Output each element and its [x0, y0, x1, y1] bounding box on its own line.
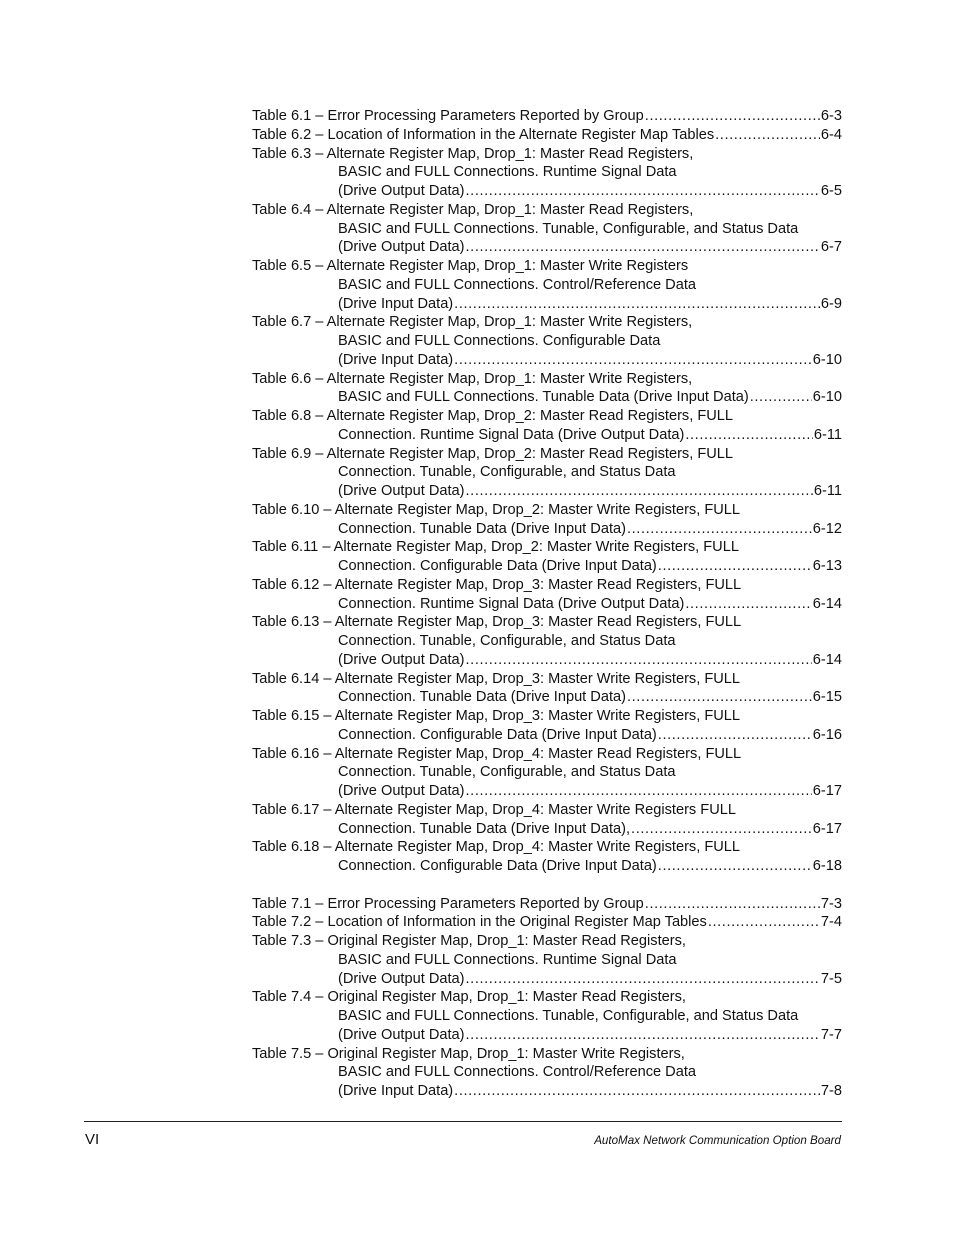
toc-entry-text: Table 6.18 – Alternate Register Map, Drop_4: Master Write Registers, FULL [252, 839, 741, 856]
toc-entry-text: Table 6.15 – Alternate Register Map, Drop_3: Master Write Registers, FULL [252, 708, 741, 724]
toc-entry[interactable] [252, 913, 842, 932]
toc-entry-page: 6-17 [812, 783, 842, 799]
toc-entry-text: (Drive Input Data) [338, 351, 454, 368]
toc-entry[interactable] [252, 107, 842, 126]
toc-entry-text: (Drive Output Data) [338, 783, 465, 799]
toc-entry-text: (Drive Output Data) [338, 1026, 465, 1043]
toc-entry-continuation-line [252, 276, 842, 295]
dot-leader [627, 520, 812, 539]
toc-entry-title-line [252, 257, 842, 276]
toc-entry[interactable] [252, 145, 842, 201]
toc-entry-continuation-line [252, 520, 842, 539]
toc-entry-text: Table 6.9 – Alternate Register Map, Drop_2: Master Read Registers, FULL [252, 445, 734, 462]
toc-entry-text: Connection. Tunable, Configurable, and Status Data [338, 764, 676, 781]
toc-entry-continuation-line [252, 332, 842, 351]
toc-entry-text: Table 7.1 – Error Processing Parameters Reported by Group [252, 895, 644, 912]
toc-entry-page: 6-11 [813, 483, 842, 499]
toc-entry-continuation-line [252, 482, 842, 501]
toc-entry-title-line [252, 801, 842, 820]
toc-entry-text: Table 6.3 – Alternate Register Map, Drop_1: Master Read Registers, [252, 145, 694, 162]
toc-entry-continuation-line [252, 632, 842, 651]
toc-entry-page: 6-17 [812, 820, 842, 837]
toc-entry-continuation-line [252, 295, 842, 314]
toc-entry-text: Table 6.1 – Error Processing Parameters Reported by Group [252, 108, 644, 124]
toc-entry-continuation-line [252, 163, 842, 182]
toc-entry-page: 6-14 [812, 595, 842, 612]
toc-entry-text: Table 7.2 – Location of Information in the Original Register Map Tables [252, 914, 707, 931]
dot-leader [631, 820, 812, 839]
toc-entry-continuation-line [252, 595, 842, 614]
toc-entry-page: 6-16 [812, 726, 842, 743]
toc-entry-title-line [252, 538, 842, 557]
toc-entry[interactable] [252, 370, 842, 408]
toc-entry-text: Connection. Configurable Data (Drive Input Data) [338, 558, 657, 574]
toc-entry-title-line [252, 370, 842, 389]
dot-leader [645, 107, 820, 126]
toc-entry[interactable] [252, 707, 842, 745]
toc-entry-title-line [252, 745, 842, 764]
dot-leader [627, 688, 812, 707]
dot-leader [454, 1082, 820, 1101]
dot-leader [658, 857, 812, 876]
toc-entry-title-line [252, 1045, 842, 1064]
toc-entry-title-line [252, 445, 842, 464]
dot-leader [454, 295, 820, 314]
toc-entry-page: 6-5 [820, 183, 842, 199]
toc-entry-text: Table 6.14 – Alternate Register Map, Drop_3: Master Write Registers, FULL [252, 670, 741, 687]
dot-leader [466, 970, 820, 989]
table-of-tables [252, 107, 842, 1101]
toc-entry-continuation-line [252, 782, 842, 801]
toc-entry[interactable] [252, 501, 842, 539]
dot-leader [708, 913, 820, 932]
toc-entry-text: (Drive Output Data) [338, 651, 465, 668]
toc-entry-title-line [252, 913, 842, 932]
toc-entry-title-line [252, 201, 842, 220]
dot-leader [466, 651, 812, 670]
toc-entry-title-line [252, 576, 842, 595]
toc-entry-text: (Drive Output Data) [338, 183, 465, 199]
toc-entry-text: Table 7.4 – Original Register Map, Drop_1: Master Read Registers, [252, 989, 686, 1006]
dot-leader [685, 426, 813, 445]
toc-entry-continuation-line [252, 1026, 842, 1045]
toc-entry[interactable] [252, 745, 842, 801]
toc-entry-title-line [252, 313, 842, 332]
toc-entry-continuation-line [252, 970, 842, 989]
toc-entry-page: 6-15 [812, 689, 842, 706]
dot-leader [454, 351, 812, 370]
toc-entry[interactable] [252, 576, 842, 614]
toc-entry-text: BASIC and FULL Connections. Tunable, Configurable, and Status Data [338, 1008, 799, 1024]
toc-entry-text: BASIC and FULL Connections. Control/Reference Data [338, 1064, 697, 1081]
toc-entry-text: Connection. Tunable Data (Drive Input Data) [338, 520, 626, 537]
toc-entry[interactable] [252, 670, 842, 708]
toc-entry-continuation-line [252, 1082, 842, 1101]
toc-entry-title-line [252, 145, 842, 164]
toc-entry-continuation-line [252, 726, 842, 745]
toc-entry-title-line [252, 988, 842, 1007]
toc-entry-text: BASIC and FULL Connections. Runtime Signal Data [338, 164, 677, 181]
toc-entry-text: Table 6.4 – Alternate Register Map, Drop_1: Master Read Registers, [252, 201, 694, 218]
dot-leader [645, 895, 820, 914]
dot-leader [658, 557, 812, 576]
dot-leader [466, 1026, 820, 1045]
toc-entry-text: Connection. Runtime Signal Data (Drive Output Data) [338, 426, 685, 443]
toc-entry-continuation-line [252, 1063, 842, 1082]
toc-entry-page: 6-13 [812, 558, 842, 574]
dot-leader [658, 726, 812, 745]
toc-entry-title-line [252, 707, 842, 726]
toc-entry-page: 6-10 [812, 389, 842, 406]
dot-leader [466, 782, 812, 801]
toc-entry-page: 6-14 [812, 651, 842, 668]
toc-entry-continuation-line [252, 1007, 842, 1026]
toc-entry[interactable] [252, 201, 842, 257]
toc-entry-text: Connection. Tunable, Configurable, and Status Data [338, 464, 676, 481]
toc-entry-text: (Drive Output Data) [338, 970, 465, 987]
toc-entry-page: 6-3 [820, 108, 842, 124]
footer-divider [84, 1121, 842, 1122]
footer-title: AutoMax Network Communication Option Board [594, 1134, 841, 1147]
toc-entry-continuation-line [252, 463, 842, 482]
toc-entry-text: Table 7.5 – Original Register Map, Drop_1: Master Write Registers, [252, 1045, 685, 1062]
toc-entry-page: 6-7 [820, 239, 842, 256]
toc-entry-text: BASIC and FULL Connections. Control/Reference Data [338, 276, 697, 293]
toc-entry-text: Table 6.2 – Location of Information in the Alternate Register Map Tables [252, 126, 715, 143]
toc-entry-page: 6-9 [820, 295, 842, 312]
toc-entry-continuation-line [252, 557, 842, 576]
dot-leader [466, 238, 820, 257]
toc-entry-continuation-line [252, 351, 842, 370]
toc-entry-text: Connection. Tunable Data (Drive Input Data), [338, 820, 631, 837]
toc-entry-text: Table 6.10 – Alternate Register Map, Drop_2: Master Write Registers, FULL [252, 501, 741, 518]
toc-entry-continuation-line [252, 426, 842, 445]
toc-entry-text: Connection. Tunable Data (Drive Input Data) [338, 689, 626, 706]
toc-entry-continuation-line [252, 220, 842, 239]
toc-entry[interactable] [252, 838, 842, 876]
toc-entry-text: (Drive Input Data) [338, 1083, 454, 1099]
toc-entry-text: Connection. Runtime Signal Data (Drive Output Data) [338, 595, 685, 612]
toc-entry-text: (Drive Output Data) [338, 483, 465, 499]
toc-entry[interactable] [252, 538, 842, 576]
toc-entry-text: Table 6.17 – Alternate Register Map, Drop_4: Master Write Registers FULL [252, 801, 736, 818]
toc-entry[interactable] [252, 445, 842, 501]
toc-entry-page: 7-5 [820, 970, 842, 987]
dot-leader [466, 482, 813, 501]
toc-entry-title-line [252, 107, 842, 126]
toc-entry[interactable] [252, 932, 842, 988]
toc-entry-continuation-line [252, 951, 842, 970]
toc-entry-text: (Drive Input Data) [338, 295, 454, 312]
toc-entry-continuation-line [252, 182, 842, 201]
toc-entry-text: BASIC and FULL Connections. Tunable Data (Drive Input Data) [338, 389, 749, 406]
toc-entry-page: 7-4 [820, 914, 842, 931]
toc-entry-text: Table 6.12 – Alternate Register Map, Drop_3: Master Read Registers, FULL [252, 576, 742, 593]
dot-leader [685, 595, 811, 614]
toc-entry-page: 6-4 [820, 126, 842, 143]
toc-entry[interactable] [252, 407, 842, 445]
toc-entry-title-line [252, 838, 842, 857]
toc-entry-title-line [252, 613, 842, 632]
toc-entry-continuation-line [252, 857, 842, 876]
toc-entry-page: 7-3 [820, 895, 842, 912]
dot-leader [750, 388, 812, 407]
toc-entry-continuation-line [252, 763, 842, 782]
toc-entry-text: Table 7.3 – Original Register Map, Drop_1: Master Read Registers, [252, 933, 686, 949]
toc-entry[interactable] [252, 895, 842, 914]
toc-entry-text: Table 6.8 – Alternate Register Map, Drop_2: Master Read Registers, FULL [252, 408, 734, 424]
toc-entry[interactable] [252, 988, 842, 1044]
toc-entry-page: 6-12 [812, 520, 842, 537]
toc-entry-continuation-line [252, 651, 842, 670]
toc-entry-text: Table 6.6 – Alternate Register Map, Drop_1: Master Write Registers, [252, 370, 693, 387]
toc-entry-continuation-line [252, 820, 842, 839]
toc-entry-page: 6-18 [812, 858, 842, 874]
toc-entry-page: 7-8 [820, 1083, 842, 1099]
toc-entry[interactable] [252, 1045, 842, 1101]
toc-entry-title-line [252, 126, 842, 145]
toc-entry-title-line [252, 932, 842, 951]
toc-entry-text: Connection. Tunable, Configurable, and Status Data [338, 633, 676, 649]
toc-entry-page: 7-7 [820, 1026, 842, 1043]
toc-entry[interactable] [252, 801, 842, 839]
toc-entry-text: Table 6.5 – Alternate Register Map, Drop_1: Master Write Registers [252, 258, 689, 274]
dot-leader [466, 182, 820, 201]
toc-entry-text: Connection. Configurable Data (Drive Input Data) [338, 726, 657, 743]
toc-entry-text: Connection. Configurable Data (Drive Input Data) [338, 858, 657, 874]
toc-entry[interactable] [252, 126, 842, 145]
toc-entry-continuation-line [252, 688, 842, 707]
toc-entry-text: BASIC and FULL Connections. Configurable Data [338, 333, 661, 349]
toc-entry-title-line [252, 501, 842, 520]
toc-entry-continuation-line [252, 238, 842, 257]
toc-entry[interactable] [252, 313, 842, 369]
toc-entry-title-line [252, 895, 842, 914]
toc-entry-title-line [252, 407, 842, 426]
toc-entry-text: Table 6.7 – Alternate Register Map, Drop_1: Master Write Registers, [252, 314, 693, 331]
toc-entry-page: 6-11 [813, 426, 842, 443]
toc-entry-title-line [252, 670, 842, 689]
toc-entry-text: Table 6.13 – Alternate Register Map, Drop_3: Master Read Registers, FULL [252, 614, 742, 631]
dot-leader [715, 126, 820, 145]
page-number: VI [85, 1131, 100, 1148]
toc-entry-text: BASIC and FULL Connections. Runtime Signal Data [338, 951, 677, 968]
toc-entry-text: Table 6.11 – Alternate Register Map, Drop_2: Master Write Registers, FULL [252, 539, 739, 556]
toc-entry[interactable] [252, 257, 842, 313]
toc-entry-page: 6-10 [812, 351, 842, 368]
toc-entry-text: BASIC and FULL Connections. Tunable, Configurable, and Status Data [338, 220, 799, 237]
toc-entry-text: (Drive Output Data) [338, 239, 465, 256]
toc-entry[interactable] [252, 613, 842, 669]
toc-entry-continuation-line [252, 388, 842, 407]
toc-entry-text: Table 6.16 – Alternate Register Map, Drop_4: Master Read Registers, FULL [252, 745, 742, 762]
